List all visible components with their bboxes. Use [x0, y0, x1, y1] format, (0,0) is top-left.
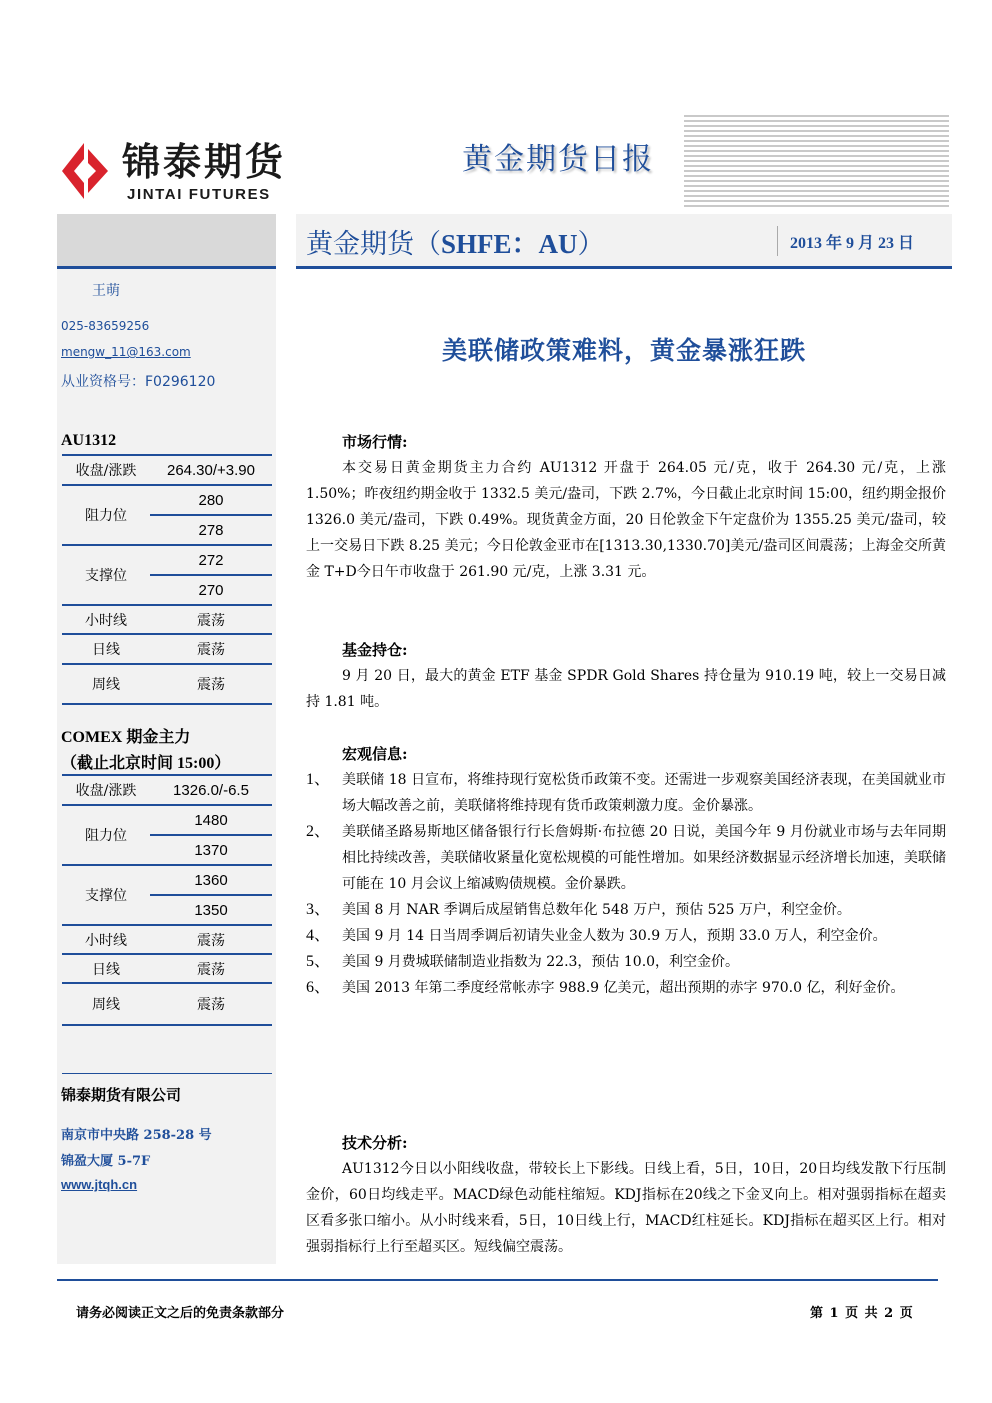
au-hourly-row: 小时线 震荡: [62, 606, 272, 635]
comex-support-row: 支撑位 1360 1350: [62, 866, 272, 926]
logo-text-cn: 锦泰期货: [122, 140, 287, 184]
report-title: 黄金期货日报: [462, 142, 654, 177]
tech-heading: 技术分析:: [342, 1134, 408, 1152]
comex-daily-row: 日线 震荡: [62, 955, 272, 984]
macro-item: 4、 美国 9 月 14 日当周季调后初请失业金人数为 30.9 万人，预期 33.0 万人，利空金价。: [306, 927, 887, 944]
footer-disclaimer: 请务必阅读正文之后的免责条款部分: [76, 1306, 285, 1321]
analyst-email-link[interactable]: mengw_11@163.com: [61, 345, 191, 359]
au-daily-row: 日线 震荡: [62, 635, 272, 665]
au-close-row: 收盘/涨跌 264.30/+3.90: [62, 454, 272, 486]
titlebar-rule: [296, 266, 952, 269]
fund-heading: 基金持仓:: [342, 641, 408, 659]
comex-resistance-row: 阻力位 1480 1370: [62, 806, 272, 866]
tech-text: AU1312今日以小阳线收盘，带较长上下影线。日线上看，5日，10日，20日均线发散下行压制金价，60日均线走平。MACD绿色动能柱缩短。KDJ指标在20线之下金叉向上。相对强弱指标在超卖区看多张口缩小。从小时线来看，5日，10日线上行，MACD红柱延长。KDJ指标在超买区上行。相对强弱指标行上行至超买区。短线偏空震荡。: [306, 1161, 946, 1255]
footer-page-number: 第 1 页 共 2 页: [810, 1306, 913, 1321]
sidebar-rule: [57, 266, 276, 269]
comex-table-subtitle: （截止北京时间 15:00）: [61, 755, 231, 772]
au-weekly-row: 周线 震荡: [62, 665, 272, 705]
market-text: 本交易日黄金期货主力合约 AU1312 开盘于 264.05 元/克，收于 264.30 元/克，上涨 1.50%；昨夜纽约期金收于 1332.5 美元/盎司，下跌 2.7%，今日截止北京时间 15:00，纽约期金报价 1326.0 美元/盎司，下跌 0.49%。现货黄金方面，20 日伦敦金下午定盘价为 1355.25 美元/盎司，较上一交易日下跌 8.25 美元；今日伦敦金亚市在[1313.30,1330.70]美元/盎司区间震荡；上海金交所黄金 T+D今日午市收盘于 261.90 元/克，上涨 3.31 元。: [306, 460, 946, 580]
comex-table: [62, 774, 272, 1026]
logo-text-en: JINTAI FUTURES: [127, 186, 271, 203]
tech-section: [306, 1130, 946, 1260]
company-address-2: 锦盈大厦 5-7F: [61, 1154, 151, 1169]
header-stripes: [684, 115, 949, 207]
report-date: 2013 年 9 月 23 日: [790, 235, 915, 252]
footer-rule: [57, 1279, 938, 1281]
au-table: [62, 454, 272, 705]
au-support-row: 支撑位 272 270: [62, 546, 272, 606]
company-name: 锦泰期货有限公司: [61, 1086, 182, 1104]
comex-hourly-row: 小时线 震荡: [62, 926, 272, 955]
market-section: [306, 429, 946, 585]
macro-heading: 宏观信息:: [342, 745, 408, 763]
analyst-license: 从业资格号：F0296120: [61, 374, 216, 390]
headline: 美联储政策难料，黄金暴涨狂跌: [441, 336, 806, 365]
comex-weekly-row: 周线 震荡: [62, 984, 272, 1026]
macro-item: 1、 美联储 18 日宣布，将维持现行宽松货币政策不变。还需进一步观察美国经济表现，在美国就业市场大幅改善之前，美联储将维持现有货币政策刺激力度。金价暴涨。: [306, 771, 946, 814]
product-name: 黄金期货（SHFE：AU）: [306, 229, 605, 260]
macro-item: 3、 美国 8 月 NAR 季调后成屋销售总数年化 548 万户，预估 525 万户，利空金价。: [306, 901, 851, 918]
au-table-title: AU1312: [61, 432, 117, 449]
comex-close-value: 1326.0/-6.5: [173, 781, 249, 799]
analyst-name: 王萌: [92, 283, 120, 299]
au-close-value: 264.30/+3.90: [166, 461, 255, 479]
analyst-phone: 025-83659256: [61, 319, 150, 333]
sidebar-header-band: [57, 214, 276, 268]
fund-section: [306, 637, 946, 715]
company-divider: [62, 1073, 272, 1074]
fund-text: 9 月 20 日，最大的黄金 ETF 基金 SPDR Gold Shares 持仓量为 910.19 吨，较上一交易日减持 1.81 吨。: [306, 668, 946, 710]
company-website-link[interactable]: www.jtqh.cn: [61, 1177, 138, 1192]
company-logo-icon: [60, 143, 112, 199]
au-resistance-row: 阻力位 280 278: [62, 486, 272, 546]
comex-close-row: 收盘/涨跌 1326.0/-6.5: [62, 774, 272, 806]
macro-item: 2、 美联储圣路易斯地区储备银行行长詹姆斯·布拉德 20 日说，美国今年 9 月份就业市场与去年同期相比持续改善，美联储收紧量化宽松规模的可能性增加。如果经济数据显示经济增长加速，美联储可能在 10 月会议上缩减购债规模。金价暴跌。: [306, 823, 946, 892]
market-heading: 市场行情:: [342, 433, 408, 451]
macro-item: 6、 美国 2013 年第二季度经常帐赤字 988.9 亿美元，超出预期的赤字 970.0 亿，利好金价。: [306, 979, 905, 996]
macro-item: 5、 美国 9 月费城联储制造业指数为 22.3，预估 10.0，利空金价。: [306, 953, 740, 970]
comex-table-title: COMEX 期金主力: [61, 729, 191, 746]
titlebar-separator: [777, 226, 778, 256]
company-address-1: 南京市中央路 258-28 号: [61, 1128, 212, 1143]
macro-section: [306, 741, 946, 1001]
